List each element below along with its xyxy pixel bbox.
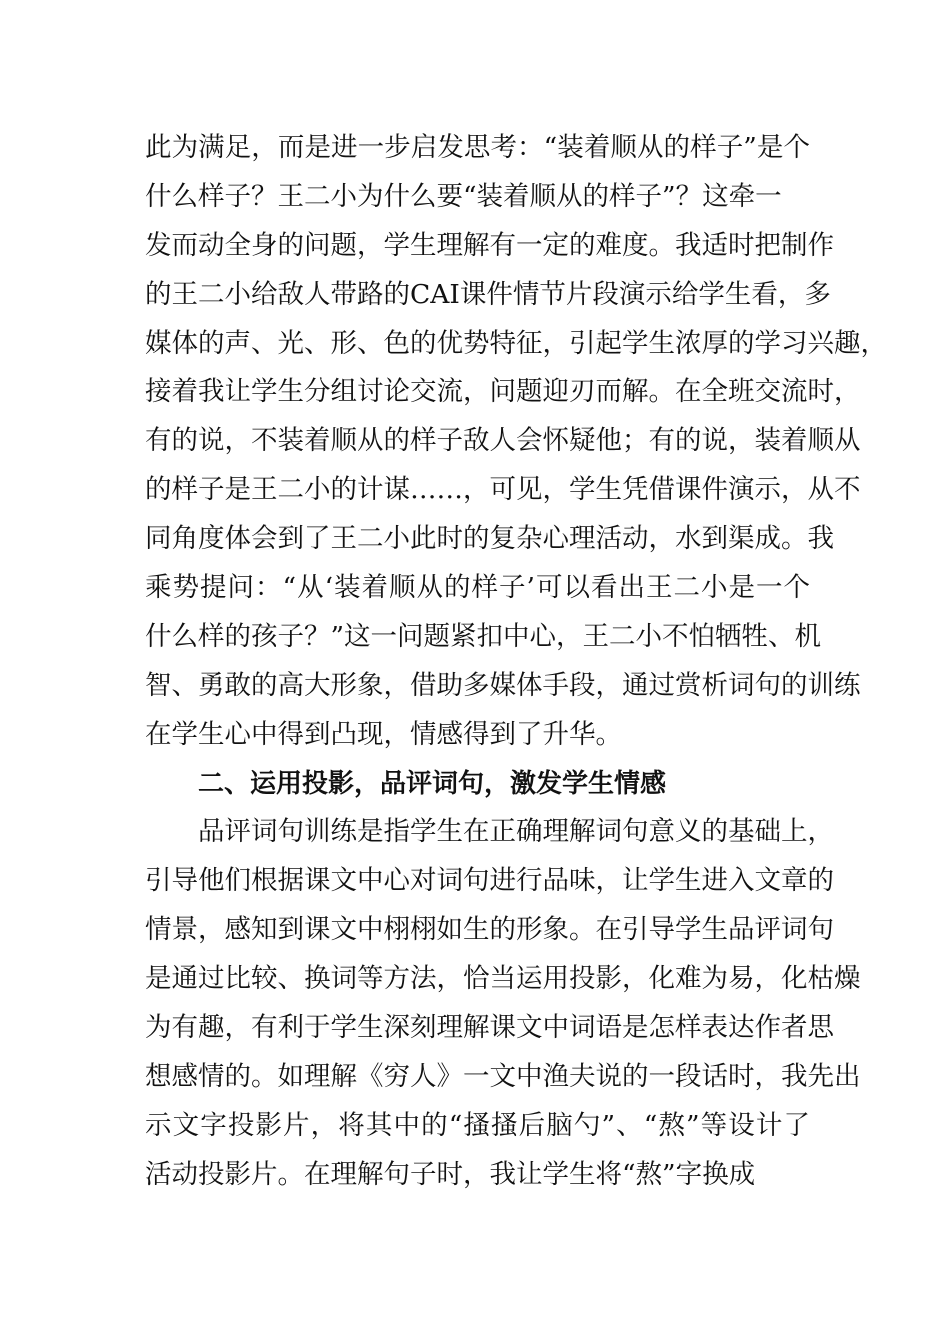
text-line: 乘势提问：“从‘装着顺从的样子’可以看出王二小是一个 [145, 572, 810, 604]
text-line: 有的说，不装着顺从的样子敌人会怀疑他；有的说，装着顺从 [145, 425, 861, 457]
text-line: 的样子是王二小的计谋……，可见，学生凭借课件演示，从不 [145, 474, 861, 506]
text-line: 此为满足，而是进一步启发思考：“装着顺从的样子”是个 [145, 132, 810, 163]
text-line: 情景，感知到课文中栩栩如生的形象。在引导学生品评词句 [145, 914, 834, 946]
text-line: 为有趣，有利于学生深刻理解课文中词语是怎样表达作者思 [145, 1012, 834, 1044]
text-line: 同角度体会到了王二小此时的复杂心理活动，水到渠成。我 [145, 523, 834, 555]
text-line: 发而动全身的问题，学生理解有一定的难度。我适时把制作 [145, 229, 834, 261]
text-line: 示文字投影片，将其中的“搔搔后脑勺”、“熬”等设计了 [145, 1109, 810, 1141]
text-line: 什么样子？王二小为什么要“装着顺从的样子”？这牵一 [145, 180, 782, 212]
text-line: 的王二小给敌人带路的CAI课件情节片段演示给学生看，多 [145, 278, 831, 310]
text-line: 活动投影片。在理解句子时，我让学生将“熬”字换成 [145, 1158, 756, 1190]
text-line: 媒体的声、光、形、色的优势特征，引起学生浓厚的学习兴趣， [145, 327, 887, 359]
text-line: 想感情的。如理解《穷人》一文中渔夫说的一段话时，我先出 [145, 1060, 861, 1092]
text-line: 是通过比较、换词等方法，恰当运用投影，化难为易，化枯燥 [145, 963, 861, 995]
text-line: 引导他们根据课文中心对词句进行品味，让学生进入文章的 [145, 865, 834, 897]
text-line: 接着我让学生分组讨论交流，问题迎刃而解。在全班交流时， [145, 376, 861, 408]
paragraph-first-line: 品评词句训练是指学生在正确理解词句意义的基础上， [198, 816, 834, 848]
section-heading: 二、运用投影，品评词句，激发学生情感 [198, 768, 667, 799]
body-text [145, 124, 887, 1200]
text-line: 在学生心中得到凸现，情感得到了升华。 [145, 718, 622, 750]
text-line: 智、勇敢的高大形象，借助多媒体手段，通过赏析词句的训练 [145, 669, 861, 701]
text-line: 什么样的孩子？”这一问题紧扣中心，王二小不怕牺牲、机 [145, 620, 822, 652]
